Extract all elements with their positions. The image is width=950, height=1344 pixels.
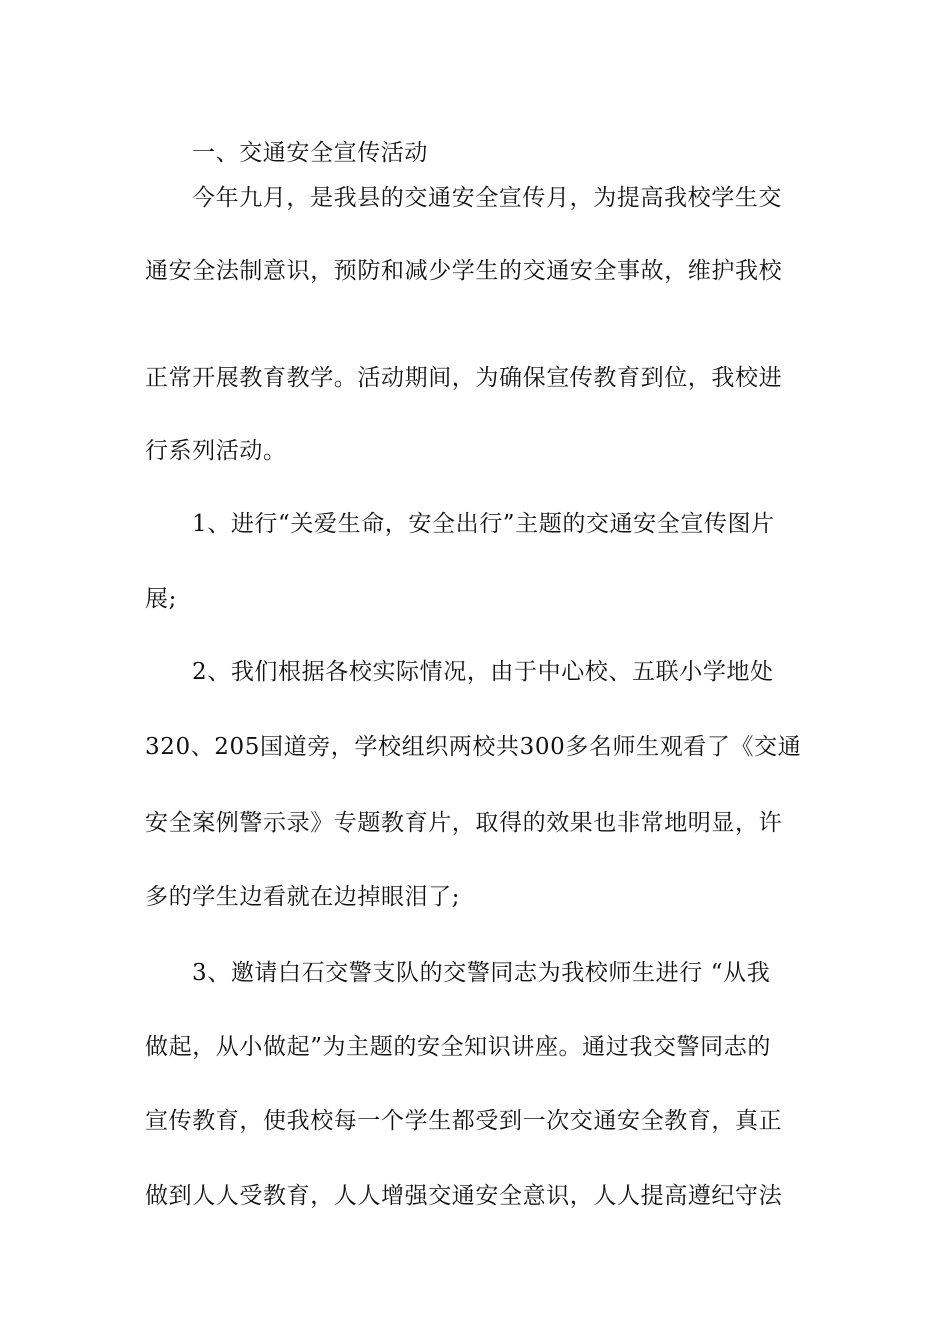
paragraph-1-line-4: 行系列活动。 [145, 438, 287, 464]
paragraph-1-line-2: 通安全法制意识，预防和减少学生的交通安全事故，维护我校 [145, 258, 783, 284]
paragraph-4-line-3: 宣传教育，使我校每一个学生都受到一次交通安全教育，真正 [145, 1108, 783, 1134]
paragraph-2-line-1: 1、进行“关爱生命，安全出行”主题的交通安全宣传图片 [192, 511, 775, 537]
paragraph-3-line-1: 2、我们根据各校实际情况，由于中心校、五联小学地处 [192, 659, 774, 685]
paragraph-1-line-1: 今年九月，是我县的交通安全宣传月，为提高我校学生交 [192, 185, 782, 211]
section-heading: 一、交通安全宣传活动 [192, 140, 428, 166]
paragraph-4-line-4: 做到人人受教育，人人增强交通安全意识，人人提高遵纪守法 [145, 1183, 783, 1209]
paragraph-2-line-2: 展; [145, 586, 177, 612]
paragraph-3-line-2: 320、205国道旁，学校组织两校共300多名师生观看了《交通 [145, 734, 802, 760]
paragraph-4-line-2: 做起，从小做起”为主题的安全知识讲座。通过我交警同志的 [145, 1034, 771, 1060]
paragraph-3-line-3: 安全案例警示录》专题教育片，取得的效果也非常地明显，许 [145, 810, 783, 836]
paragraph-4-line-1: 3、邀请白石交警支队的交警同志为我校师生进行 “从我 [192, 960, 771, 986]
paragraph-1-line-3: 正常开展教育教学。活动期间，为确保宣传教育到位，我校进 [145, 365, 783, 391]
paragraph-3-line-4: 多的学生边看就在边掉眼泪了; [145, 884, 461, 910]
